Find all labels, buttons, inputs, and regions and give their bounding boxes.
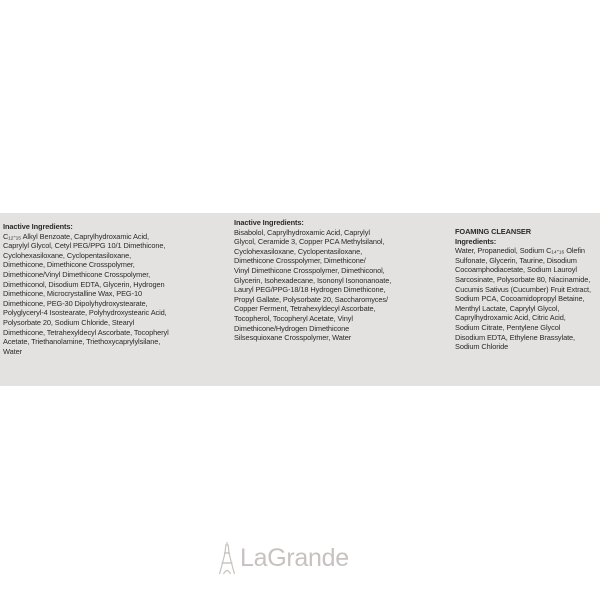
ingredient-line: Cocoamphodiacetate, Sodium Lauroyl — [455, 265, 577, 275]
ingredient-line: Bisabolol, Caprylhydroxamic Acid, Caprylyl — [234, 227, 370, 237]
ingredient-line: Sodium Citrate, Pentylene Glycol — [455, 322, 561, 332]
ingredient-line: Dimethicone/Hydrogen Dimethicone — [234, 323, 350, 333]
ingredient-line: Copper Ferment, Tetrahexyldecyl Ascorbate, — [234, 304, 376, 314]
ingredient-line: Dimethicone Crosspolymer, Dimethicone/ — [234, 256, 366, 266]
ingredient-line: Acetate, Triethanolamine, Triethoxycaprylylsilane, — [3, 337, 161, 347]
watermark-text: LaGrande — [240, 543, 349, 572]
eiffel-tower-icon — [218, 541, 236, 575]
ingredient-line: Dimethicone, Tetrahexyldecyl Ascorbate, Tocopheryl — [3, 327, 169, 337]
ingredient-line: Menthyl Lactate, Caprylyl Glycol, — [455, 303, 560, 313]
ingredients-column-3 — [455, 227, 595, 352]
ingredient-line: Lauryl PEG/PPG-18/18 Hydrogen Dimethicone, — [234, 285, 386, 295]
ingredient-line: Cyclohexasiloxane, Cyclopentasiloxane, — [234, 246, 363, 256]
ingredients-column-1 — [3, 222, 208, 356]
ingredients-column-2 — [234, 218, 439, 343]
ingredient-line: Sulfonate, Glycerin, Taurine, Disodium — [455, 255, 577, 265]
ingredient-line: Polysorbate 20, Sodium Chloride, Stearyl — [3, 317, 135, 327]
ingredient-line: Vinyl Dimethicone Crosspolymer, Dimethiconol, — [234, 265, 385, 275]
ingredient-line: Dimethicone, Microcrystalline Wax, PEG-10 — [3, 289, 142, 299]
ingredient-line: C₁₂-₁₅ Alkyl Benzoate, Caprylhydroxamic Acid, — [3, 231, 149, 241]
ingredient-line: Sarcosinate, Polysorbate 80, Niacinamide, — [455, 274, 591, 284]
lagrande-watermark — [218, 540, 388, 576]
ingredient-line: Caprylhydroxamic Acid, Citric Acid, — [455, 313, 566, 323]
ingredient-line: Disodium EDTA, Ethylene Brassylate, — [455, 332, 575, 342]
ingredient-line: Water — [3, 346, 22, 356]
ingredient-line: Water, Propanediol, Sodium C₁₄-₁₆ Olefin — [455, 246, 585, 256]
ingredient-line: Sodium PCA, Cocoamidopropyl Betaine, — [455, 294, 585, 304]
ingredient-line: Caprylyl Glycol, Cetyl PEG/PPG 10/1 Dimethicone, — [3, 241, 166, 251]
ingredient-line: Sodium Chloride — [455, 342, 509, 352]
ingredient-line: Dimethicone/Vinyl Dimethicone Crosspolymer, — [3, 269, 151, 279]
ingredient-line: Dimethicone, PEG-30 Dipolyhydroxystearate, — [3, 298, 148, 308]
ingredient-line: Polyglyceryl-4 Isostearate, Polyhydroxystearic Acid, — [3, 308, 167, 318]
ingredient-line: Dimethicone, Dimethicone Crosspolymer, — [3, 260, 135, 270]
ingredient-line: Cucumis Sativus (Cucumber) Fruit Extract, — [455, 284, 591, 294]
ingredient-line: Dimethiconol, Disodium EDTA, Glycerin, Hydrogen — [3, 279, 165, 289]
ingredient-line: Silsesquioxane Crosspolymer, Water — [234, 333, 352, 343]
column-1-heading: Inactive Ingredients: — [3, 222, 73, 231]
product-title: FOAMING CLEANSER — [455, 227, 532, 236]
ingredient-line: Glycerin, Isohexadecane, Isononyl Isononanoate, — [234, 275, 392, 285]
ingredient-line: Cyclohexasiloxane, Cyclopentasiloxane, — [3, 250, 132, 260]
ingredient-line: Glycol, Ceramide 3, Copper PCA Methylsilanol, — [234, 237, 385, 247]
column-3-heading: Ingredients: — [455, 236, 497, 246]
column-2-heading: Inactive Ingredients: — [234, 218, 304, 227]
ingredient-line: Tocopherol, Tocopheryl Acetate, Vinyl — [234, 313, 353, 323]
ingredient-line: Propyl Gallate, Polysorbate 20, Saccharomyces/ — [234, 294, 388, 304]
